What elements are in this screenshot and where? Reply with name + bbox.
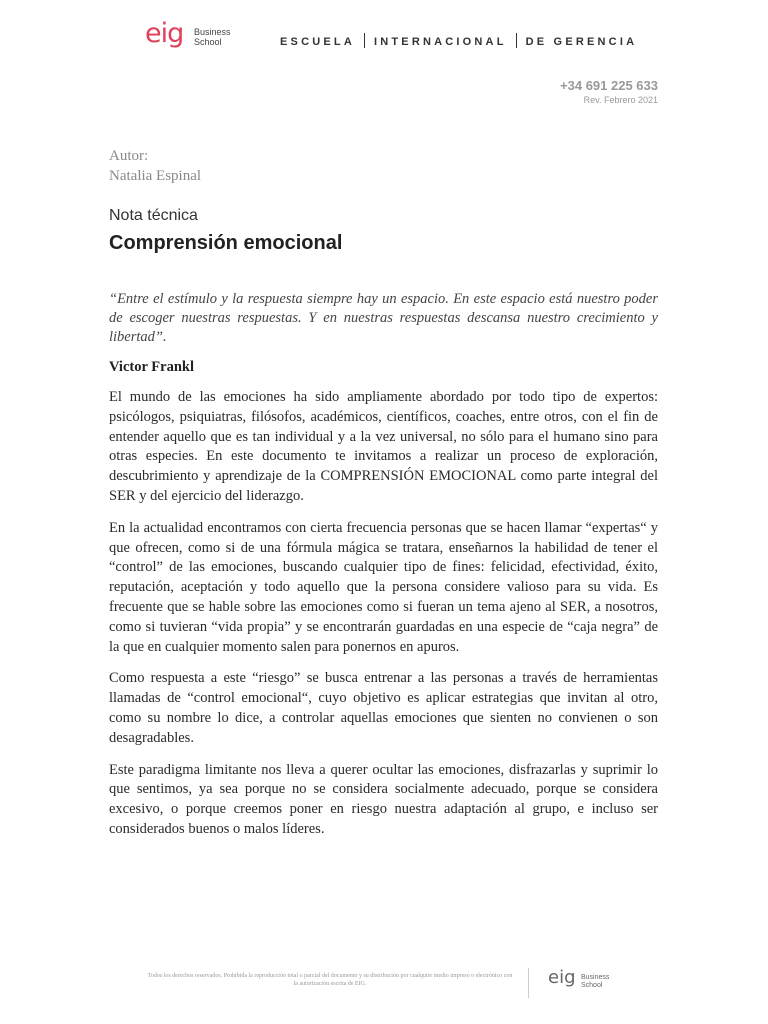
phone-number: +34 691 225 633 [560, 78, 658, 93]
school-name-word-1: ESCUELA [280, 36, 355, 48]
page-header [145, 18, 638, 58]
logo-subtitle [194, 27, 231, 47]
footer-logo-subtitle [581, 974, 609, 990]
footer-divider [528, 968, 529, 998]
footer-logo-subtitle-line-2: School [581, 982, 603, 989]
body-paragraph: En la actualidad encontramos con cierta frecuencia personas que se hacen llamar “expertas“ y que ofrecen, como si de una fórmula mágica se tratara, enseñarnos la habilidad de tener el “control” de las emociones, buscando cualquier tipo de fines: felicidad, efectividad, éxito, reputación, aceptación y todo aquello que la persona considere valioso para su vida. Es frecuente que se hable sobre las emociones como si fueran un tema ajeno al SER, a nosotros, como si tuvieran “vida propia” y se encontrarán guardadas en una especie de “caja negra” de la que en cualquier momento salen para ponernos en apuros. [109, 519, 658, 655]
epigraph-quote: “Entre el estímulo y la respuesta siempre hay un espacio. En este espacio está nuestro poder de escoger nuestras respuestas. Y en nuestras respuestas descansa nuestro crecimiento y libertad”. [109, 291, 658, 345]
author-label: Autor: [109, 148, 149, 164]
contact-block [560, 78, 658, 105]
school-name-word-3: DE GERENCIA [525, 36, 638, 48]
footer-logo-wordmark: eig [548, 967, 576, 988]
document-body [109, 290, 658, 840]
revision-date: Rev. Febrero 2021 [583, 95, 658, 105]
footer-logo-subtitle-line-1: Business [581, 974, 610, 981]
epigraph-author: Victor Frankl [109, 359, 194, 375]
document-title: Comprensión emocional [109, 232, 343, 254]
body-paragraph: Como respuesta a este “riesgo” se busca entrenar a las personas a través de herramientas llamadas de “control emocional“, cuyo objetivo es aplicar estrategias que invitan al otro, como su nombre lo dice, a controlar aquellas emociones que sienten no convienen o son desagradables. [109, 670, 658, 746]
logo-wordmark: eig [145, 18, 184, 49]
body-paragraph: Este paradigma limitante nos lleva a querer ocultar las emociones, disfrazarlas y suprimir lo que sentimos, ya sea porque no se considera socialmente adecuado, porque se considera excesivo, o porque creemos poner en riesgo nuestra adaptación al grupo, e incluso ser considerados buenos o malos líderes. [109, 761, 658, 837]
school-name [280, 33, 637, 48]
author-block [109, 146, 201, 186]
logo-subtitle-line-1: Business [194, 27, 231, 37]
body-paragraph: El mundo de las emociones ha sido ampliamente abordado por todo tipo de expertos: psicólogos, psiquiatras, filósofos, académicos, científicos, coaches, entre otros, con el fin de entender aquello que es tan individual y a la vez universal, no sólo para el humano sino para otras especies. En este documento te invitamos a realizar un proceso de exploración, descubrimiento y aprendizaje de la COMPRENSIÓN EMOCIONAL como parte integral del SER y del ejercicio del liderazgo. [109, 389, 658, 504]
school-name-separator [364, 33, 365, 48]
school-name-word-2: INTERNACIONAL [373, 36, 507, 48]
logo-subtitle-line-2: School [194, 37, 222, 47]
document-type: Nota técnica [109, 207, 198, 224]
school-name-separator [516, 33, 517, 48]
page-footer [0, 966, 768, 1006]
legal-notice: Todos los derechos reservados. Prohibida la reproducción total o parcial del documento y su distribución por cualquier medio impreso o electrónico con la autorización escrita de EIG. [147, 973, 513, 987]
author-name: Natalia Espinal [109, 168, 202, 184]
